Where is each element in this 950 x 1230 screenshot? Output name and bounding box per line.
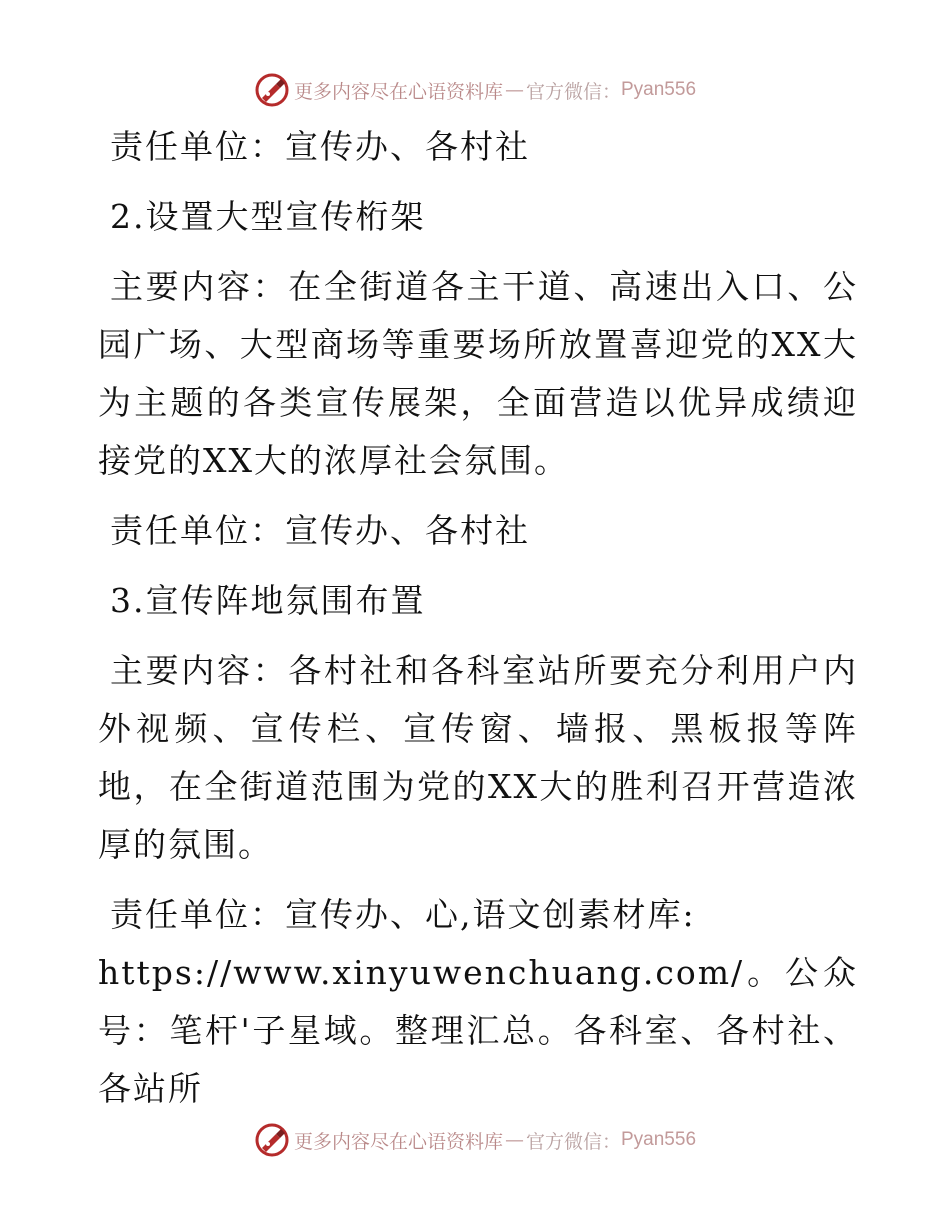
- footer-banner-wechat-id: Pyan556: [621, 1129, 697, 1150]
- responsibility-line-2: 责任单位：宣传办、各村社: [110, 511, 530, 550]
- header-banner-wechat-label: 官方微信：: [525, 80, 621, 103]
- pen-nib-logo-icon: [254, 72, 290, 108]
- url-paragraph: https://www.xinyuwenchuang.com/。公众号：笔杆'子星域。整理汇总。各科室、各村社、各站所: [98, 953, 858, 1108]
- document-body: [98, 118, 858, 1118]
- footer-banner-title: 更多内容尽在心语资料库: [293, 1130, 503, 1153]
- header-banner-dash: —: [504, 79, 524, 101]
- footer-banner-dash: —: [504, 1129, 524, 1151]
- header-banner-wechat-id: Pyan556: [621, 79, 697, 100]
- responsibility-line-1: 责任单位：宣传办、各村社: [110, 127, 530, 166]
- footer-banner: [0, 1120, 950, 1160]
- section-heading-3: 3.宣传阵地氛围布置: [110, 581, 426, 620]
- header-banner-title: 更多内容尽在心语资料库: [293, 80, 503, 103]
- header-banner: [0, 70, 950, 110]
- footer-banner-wechat-label: 官方微信：: [525, 1130, 621, 1153]
- main-content-paragraph-2: 主要内容：在全街道各主干道、高速出入口、公园广场、大型商场等重要场所放置喜迎党的XX大为主题的各类宣传展架，全面营造以优异成绩迎接党的XX大的浓厚社会氛围。: [98, 267, 858, 480]
- responsibility-line-3: 责任单位：宣传办、心,语文创素材库:: [110, 895, 696, 934]
- section-heading-2: 2.设置大型宣传桁架: [110, 197, 426, 236]
- main-content-paragraph-3: 主要内容：各村社和各科室站所要充分利用户内外视频、宣传栏、宣传窗、墙报、黑板报等阵地，在全街道范围为党的XX大的胜利召开营造浓厚的氛围。: [98, 651, 858, 864]
- pen-nib-logo-icon: [254, 1122, 290, 1158]
